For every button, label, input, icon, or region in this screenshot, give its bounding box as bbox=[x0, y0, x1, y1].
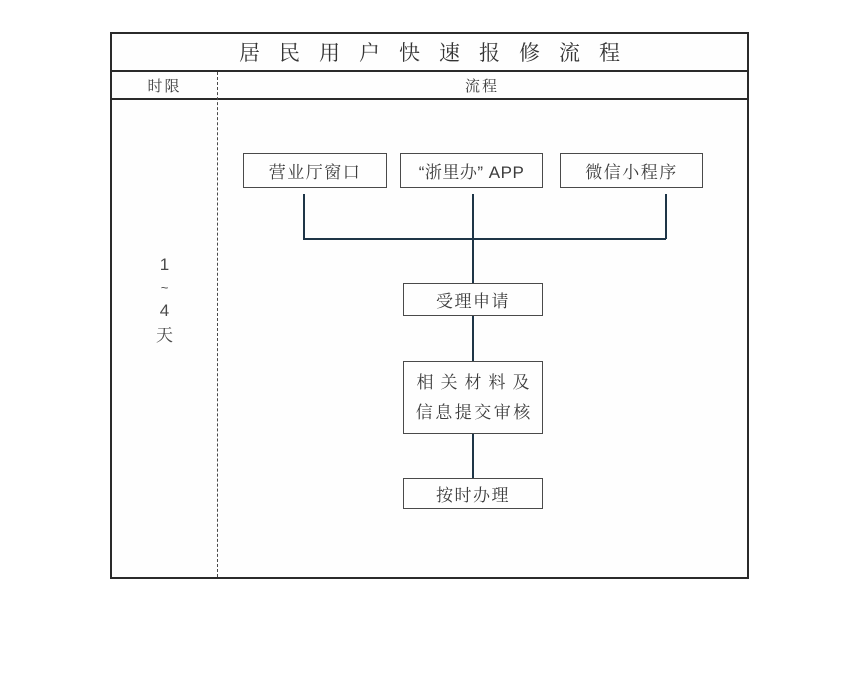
flow-body bbox=[112, 100, 747, 577]
time-limit-label bbox=[112, 252, 217, 348]
step-box-accept-application: 受理申请 bbox=[403, 283, 543, 316]
step-box-materials-review bbox=[403, 361, 543, 434]
connector-review-to-handle-line bbox=[472, 434, 474, 479]
column-header-time: 时限 bbox=[147, 77, 182, 95]
step-box-timely-handling: 按时办理 bbox=[403, 478, 543, 509]
connector-left-vertical-line bbox=[303, 194, 305, 239]
flow-table bbox=[110, 32, 749, 579]
dashed-column-divider bbox=[217, 72, 218, 577]
column-header-process: 流程 bbox=[464, 77, 499, 95]
connector-right-vertical-line bbox=[665, 194, 667, 239]
time-limit-part-unit: 天 bbox=[156, 326, 173, 345]
channel-box-zheliban-app: “浙里办” APP bbox=[400, 153, 543, 188]
channel-box-wechat-miniprogram: 微信小程序 bbox=[560, 153, 703, 188]
connector-horizontal-collector-line bbox=[303, 238, 666, 240]
column-header-row bbox=[112, 72, 747, 100]
time-limit-part-max: 4 bbox=[159, 301, 170, 320]
step-review-line2: 信息提交审核 bbox=[415, 402, 533, 422]
page-title: 居民用户快速报修流程 bbox=[239, 42, 639, 65]
title-row bbox=[112, 34, 747, 72]
time-limit-part-tilde: ~ bbox=[160, 280, 169, 295]
channel-box-business-hall: 营业厅窗口 bbox=[243, 153, 387, 188]
connector-accept-to-review-line bbox=[472, 316, 474, 362]
step-review-line1: 相关材料及 bbox=[416, 372, 537, 392]
time-limit-part-min: 1 bbox=[159, 255, 170, 274]
